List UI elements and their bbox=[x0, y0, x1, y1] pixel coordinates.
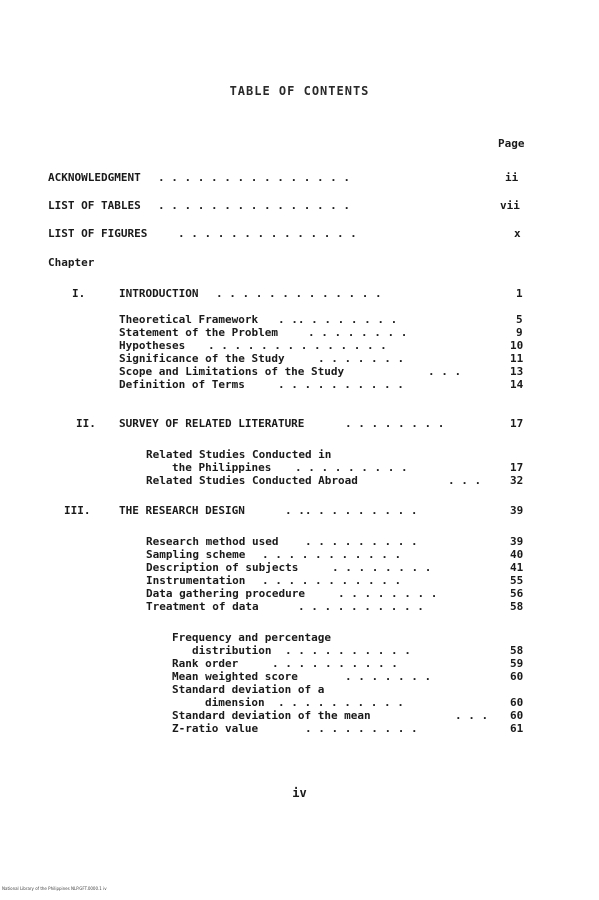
toc-entry-page: 41 bbox=[510, 561, 524, 574]
leader-dots: . . . . . . . . . . bbox=[272, 657, 398, 670]
toc-entry-label: Data gathering procedure bbox=[146, 587, 305, 600]
toc-entry-page: 14 bbox=[510, 378, 524, 391]
toc-entry-page: 60 bbox=[510, 696, 524, 709]
library-stamp: National Library of the Philippines NLP.GFT.0000.1 iv bbox=[2, 886, 107, 891]
toc-entry-label: LIST OF FIGURES bbox=[48, 227, 148, 240]
toc-entry-label: Definition of Terms bbox=[119, 378, 245, 391]
toc-entry-label: Hypotheses bbox=[119, 339, 186, 352]
leader-dots: . . . . . . . . . . . bbox=[262, 574, 402, 587]
toc-entry-page: 10 bbox=[510, 339, 524, 352]
toc-entry-label: SURVEY OF RELATED LITERATURE bbox=[119, 417, 305, 430]
leader-dots: . . . . . . . . . . . . . . bbox=[208, 339, 387, 352]
toc-entry-label: ACKNOWLEDGMENT bbox=[48, 171, 141, 184]
toc-entry-label: Mean weighted score bbox=[172, 670, 298, 683]
leader-dots: . . . . . . . . . bbox=[305, 722, 418, 735]
toc-entry-page: 17 bbox=[510, 417, 524, 430]
toc-entry-label: LIST OF TABLES bbox=[48, 199, 141, 212]
toc-entry-page: 61 bbox=[510, 722, 524, 735]
toc-entry-label: distribution bbox=[192, 644, 272, 657]
toc-entry-label: the Philippines bbox=[172, 461, 272, 474]
toc-entry-page: 39 bbox=[510, 535, 524, 548]
toc-entry-label: Z-ratio value bbox=[172, 722, 259, 735]
toc-entry-page: 60 bbox=[510, 670, 524, 683]
leader-dots: . . . . . . . . . . . . . . bbox=[178, 227, 357, 240]
leader-dots: . . . . . . . bbox=[345, 670, 432, 683]
toc-entry-label: Sampling scheme bbox=[146, 548, 246, 561]
leader-dots: . . . . . . . . . . . bbox=[262, 548, 402, 561]
page-column-header: Page bbox=[498, 137, 525, 150]
toc-entry-label: Rank order bbox=[172, 657, 239, 670]
toc-entry-label: Theoretical Framework bbox=[119, 313, 259, 326]
toc-entry-label: Frequency and percentage bbox=[172, 631, 331, 644]
toc-entry-label: Significance of the Study bbox=[119, 352, 285, 365]
toc-entry-label: Related Studies Conducted Abroad bbox=[146, 474, 358, 487]
toc-entry-label: Standard deviation of the mean bbox=[172, 709, 371, 722]
toc-entry-page: 39 bbox=[510, 504, 524, 517]
chapter-numeral: III. bbox=[64, 504, 91, 517]
leader-dots: . .. . . . . . . . . bbox=[285, 504, 418, 517]
toc-entry-page: 40 bbox=[510, 548, 524, 561]
toc-entry-label: Description of subjects bbox=[146, 561, 299, 574]
toc-entry-page: 11 bbox=[510, 352, 524, 365]
toc-entry-page: 60 bbox=[510, 709, 524, 722]
leader-dots: . .. . . . . . . . bbox=[278, 313, 398, 326]
leader-dots: . . . . . . . . . . . . . bbox=[216, 287, 382, 300]
leader-dots: . . . bbox=[448, 474, 482, 487]
leader-dots: . . . . . . . . bbox=[308, 326, 408, 339]
leader-dots: . . . . . . . . bbox=[338, 587, 438, 600]
leader-dots: . . . . . . . . . . bbox=[298, 600, 424, 613]
toc-entry-page: 32 bbox=[510, 474, 524, 487]
leader-dots: . . . . . . . . . . . . . . . bbox=[158, 199, 351, 212]
toc-entry-label: THE RESEARCH DESIGN bbox=[119, 504, 245, 517]
toc-entry-label: INTRODUCTION bbox=[119, 287, 199, 300]
toc-entry-label: Chapter bbox=[48, 256, 95, 269]
chapter-numeral: II. bbox=[76, 417, 96, 430]
leader-dots: . . . . . . . . . . . . . . . bbox=[158, 171, 351, 184]
leader-dots: . . . . . . . . . . bbox=[278, 378, 404, 391]
leader-dots: . . . bbox=[455, 709, 489, 722]
toc-entry-page: 59 bbox=[510, 657, 524, 670]
toc-entry-page: 58 bbox=[510, 644, 524, 657]
leader-dots: . . . . . . . . bbox=[345, 417, 445, 430]
toc-entry-label: Statement of the Problem bbox=[119, 326, 278, 339]
leader-dots: . . . . . . . bbox=[318, 352, 405, 365]
toc-entry-page: vii bbox=[500, 199, 520, 212]
leader-dots: . . . bbox=[428, 365, 462, 378]
toc-entry-page: ii bbox=[505, 171, 519, 184]
toc-entry-page: 13 bbox=[510, 365, 524, 378]
leader-dots: . . . . . . . . . . bbox=[285, 644, 411, 657]
toc-entry-page: 55 bbox=[510, 574, 524, 587]
toc-entry-page: 5 bbox=[516, 313, 523, 326]
toc-entry-label: Standard deviation of a bbox=[172, 683, 325, 696]
leader-dots: . . . . . . . . . bbox=[305, 535, 418, 548]
toc-entry-label: Related Studies Conducted in bbox=[146, 448, 332, 461]
page-title: TABLE OF CONTENTS bbox=[229, 84, 370, 98]
toc-entry-label: dimension bbox=[205, 696, 265, 709]
page-folio: iv bbox=[292, 786, 307, 800]
leader-dots: . . . . . . . . . . bbox=[278, 696, 404, 709]
toc-entry-page: 58 bbox=[510, 600, 524, 613]
toc-entry-label: Scope and Limitations of the Study bbox=[119, 365, 345, 378]
leader-dots: . . . . . . . . bbox=[332, 561, 432, 574]
toc-entry-page: 1 bbox=[516, 287, 523, 300]
toc-entry-page: 56 bbox=[510, 587, 524, 600]
toc-entry-label: Instrumentation bbox=[146, 574, 246, 587]
toc-entry-label: Research method used bbox=[146, 535, 279, 548]
toc-entry-label: Treatment of data bbox=[146, 600, 259, 613]
toc-entry-page: x bbox=[514, 227, 521, 240]
toc-entry-page: 9 bbox=[516, 326, 523, 339]
leader-dots: . . . . . . . . . bbox=[295, 461, 408, 474]
toc-entry-page: 17 bbox=[510, 461, 524, 474]
chapter-numeral: I. bbox=[72, 287, 86, 300]
